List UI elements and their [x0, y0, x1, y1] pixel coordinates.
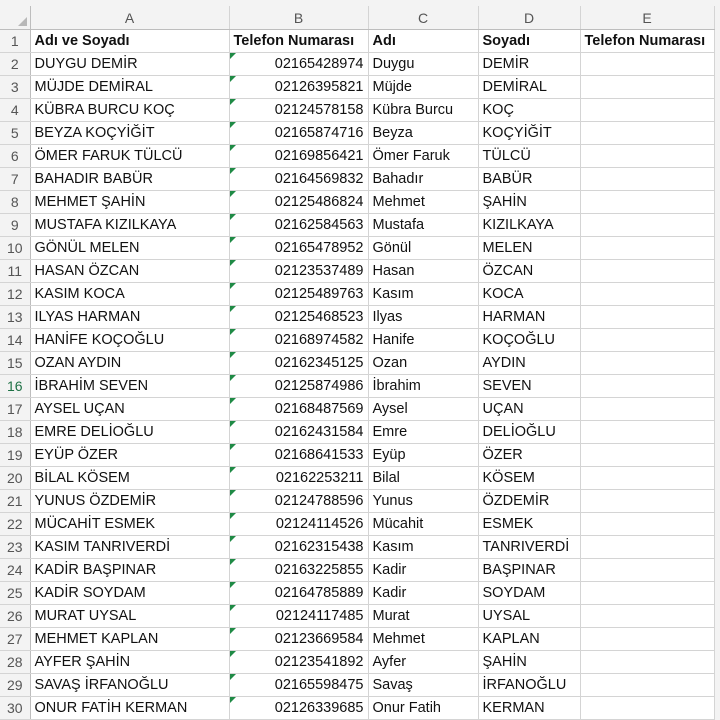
table-row: [0, 398, 714, 421]
cell-phone[interactable]: 02124788596: [229, 490, 368, 513]
row-header[interactable]: 9: [0, 214, 30, 237]
cell-phone[interactable]: 02168487569: [229, 398, 368, 421]
cell-phone-2[interactable]: [580, 352, 714, 375]
row-header[interactable]: 22: [0, 513, 30, 536]
cell-phone-2[interactable]: [580, 283, 714, 306]
cell-first-name[interactable]: Kasım: [368, 283, 478, 306]
cell-full-name[interactable]: MÜJDE DEMİRAL: [30, 76, 229, 99]
cell-last-name[interactable]: ÖZCAN: [478, 260, 580, 283]
cell-full-name[interactable]: HANİFE KOÇOĞLU: [30, 329, 229, 352]
table-row: [0, 582, 714, 605]
table-row: [0, 513, 714, 536]
table-row: [0, 237, 714, 260]
cell-full-name[interactable]: KADİR BAŞPINAR: [30, 559, 229, 582]
cell-full-name[interactable]: SAVAŞ İRFANOĞLU: [30, 674, 229, 697]
cell-full-name[interactable]: AYFER ŞAHİN: [30, 651, 229, 674]
cell-first-name[interactable]: Kadir: [368, 559, 478, 582]
cell-full-name[interactable]: MUSTAFA KIZILKAYA: [30, 214, 229, 237]
cell-last-name[interactable]: KERMAN: [478, 697, 580, 720]
cell-phone-2[interactable]: [580, 628, 714, 651]
cell-full-name[interactable]: KÜBRA BURCU KOÇ: [30, 99, 229, 122]
table-row: [0, 214, 714, 237]
cell-phone-2[interactable]: [580, 375, 714, 398]
cell-header-phone[interactable]: Telefon Numarası: [229, 30, 368, 53]
cell-full-name[interactable]: BİLAL KÖSEM: [30, 467, 229, 490]
row-header[interactable]: 7: [0, 168, 30, 191]
cell-full-name[interactable]: EMRE DELİOĞLU: [30, 421, 229, 444]
table-row: [0, 628, 714, 651]
row-header[interactable]: 14: [0, 329, 30, 352]
cell-phone[interactable]: 02123537489: [229, 260, 368, 283]
row-header[interactable]: 29: [0, 674, 30, 697]
cell-first-name[interactable]: Murat: [368, 605, 478, 628]
cell-first-name[interactable]: Aysel: [368, 398, 478, 421]
table-row: [0, 53, 714, 76]
cell-last-name[interactable]: DEMİR: [478, 53, 580, 76]
cell-last-name[interactable]: HARMAN: [478, 306, 580, 329]
cell-phone-2[interactable]: [580, 467, 714, 490]
row-header[interactable]: 6: [0, 145, 30, 168]
table-row: [0, 444, 714, 467]
cell-phone-2[interactable]: [580, 444, 714, 467]
cell-last-name[interactable]: UÇAN: [478, 398, 580, 421]
cell-phone-2[interactable]: [580, 559, 714, 582]
cell-last-name[interactable]: ESMEK: [478, 513, 580, 536]
cell-full-name[interactable]: MEHMET ŞAHİN: [30, 191, 229, 214]
table-row: [0, 467, 714, 490]
row-header[interactable]: 18: [0, 421, 30, 444]
cell-phone[interactable]: 02126339685: [229, 697, 368, 720]
cell-last-name[interactable]: ŞAHİN: [478, 651, 580, 674]
cell-first-name[interactable]: Mücahit: [368, 513, 478, 536]
cell-last-name[interactable]: SOYDAM: [478, 582, 580, 605]
cell-phone[interactable]: 02164569832: [229, 168, 368, 191]
cell-phone[interactable]: 02162315438: [229, 536, 368, 559]
cell-first-name[interactable]: Kübra Burcu: [368, 99, 478, 122]
cell-last-name[interactable]: KOÇ: [478, 99, 580, 122]
cell-full-name[interactable]: İBRAHİM SEVEN: [30, 375, 229, 398]
cell-last-name[interactable]: KIZILKAYA: [478, 214, 580, 237]
cell-last-name[interactable]: MELEN: [478, 237, 580, 260]
cell-phone[interactable]: 02125468523: [229, 306, 368, 329]
cell-full-name[interactable]: MEHMET KAPLAN: [30, 628, 229, 651]
cell-phone[interactable]: 02168974582: [229, 329, 368, 352]
table-row: [0, 559, 714, 582]
cell-last-name[interactable]: ÖZDEMİR: [478, 490, 580, 513]
cell-full-name[interactable]: EYÜP ÖZER: [30, 444, 229, 467]
cell-full-name[interactable]: ÖMER FARUK TÜLCÜ: [30, 145, 229, 168]
cell-phone[interactable]: 02124578158: [229, 99, 368, 122]
cell-first-name[interactable]: Emre: [368, 421, 478, 444]
row-header[interactable]: 28: [0, 651, 30, 674]
cell-header-first-name[interactable]: Adı: [368, 30, 478, 53]
cell-phone[interactable]: 02126395821: [229, 76, 368, 99]
cell-full-name[interactable]: OZAN AYDIN: [30, 352, 229, 375]
table-row: [0, 490, 714, 513]
table-row: [0, 352, 714, 375]
cell-last-name[interactable]: DELİOĞLU: [478, 421, 580, 444]
cell-phone-2[interactable]: [580, 168, 714, 191]
cell-first-name[interactable]: Ömer Faruk: [368, 145, 478, 168]
cell-phone-2[interactable]: [580, 214, 714, 237]
cell-first-name[interactable]: Eyüp: [368, 444, 478, 467]
cell-phone[interactable]: 02164785889: [229, 582, 368, 605]
select-all-button[interactable]: [0, 6, 30, 30]
cell-full-name[interactable]: AYSEL UÇAN: [30, 398, 229, 421]
column-header-c[interactable]: C: [368, 6, 478, 30]
cell-phone[interactable]: 02169856421: [229, 145, 368, 168]
cell-phone-2[interactable]: [580, 76, 714, 99]
row-header[interactable]: 10: [0, 237, 30, 260]
cell-first-name[interactable]: Mehmet: [368, 628, 478, 651]
cell-phone-2[interactable]: [580, 651, 714, 674]
cell-last-name[interactable]: KOCA: [478, 283, 580, 306]
row-header[interactable]: 8: [0, 191, 30, 214]
cell-phone-2[interactable]: [580, 421, 714, 444]
table-row: [0, 145, 714, 168]
cell-first-name[interactable]: Savaş: [368, 674, 478, 697]
cell-first-name[interactable]: Ilyas: [368, 306, 478, 329]
cell-phone[interactable]: 02123669584: [229, 628, 368, 651]
column-header-d[interactable]: D: [478, 6, 580, 30]
cell-first-name[interactable]: İbrahim: [368, 375, 478, 398]
cell-phone[interactable]: 02124114526: [229, 513, 368, 536]
column-header-b[interactable]: B: [229, 6, 368, 30]
cell-first-name[interactable]: Ozan: [368, 352, 478, 375]
table-row: [0, 536, 714, 559]
cell-phone[interactable]: 02165478952: [229, 237, 368, 260]
row-header[interactable]: 16: [0, 375, 30, 398]
cell-last-name[interactable]: TÜLCÜ: [478, 145, 580, 168]
cell-last-name[interactable]: KOÇOĞLU: [478, 329, 580, 352]
row-header[interactable]: 24: [0, 559, 30, 582]
cell-header-phone-2[interactable]: Telefon Numarası: [580, 30, 714, 53]
cell-full-name[interactable]: GÖNÜL MELEN: [30, 237, 229, 260]
cell-phone[interactable]: 02124117485: [229, 605, 368, 628]
cell-header-full-name[interactable]: Adı ve Soyadı: [30, 30, 229, 53]
cell-phone-2[interactable]: [580, 99, 714, 122]
cell-full-name[interactable]: MURAT UYSAL: [30, 605, 229, 628]
cell-first-name[interactable]: Gönül: [368, 237, 478, 260]
table-row: [0, 283, 714, 306]
row-header[interactable]: 25: [0, 582, 30, 605]
select-all-triangle-icon: [18, 17, 27, 26]
table-row: [0, 260, 714, 283]
cell-phone[interactable]: 02162431584: [229, 421, 368, 444]
row-header[interactable]: 19: [0, 444, 30, 467]
cell-header-last-name[interactable]: Soyadı: [478, 30, 580, 53]
cell-first-name[interactable]: Hanife: [368, 329, 478, 352]
column-header-a[interactable]: A: [30, 6, 229, 30]
cell-last-name[interactable]: BABÜR: [478, 168, 580, 191]
cell-phone-2[interactable]: [580, 53, 714, 76]
cell-full-name[interactable]: KASIM KOCA: [30, 283, 229, 306]
row-header[interactable]: 2: [0, 53, 30, 76]
cell-phone[interactable]: 02168641533: [229, 444, 368, 467]
cell-phone-2[interactable]: [580, 513, 714, 536]
cell-full-name[interactable]: ONUR FATİH KERMAN: [30, 697, 229, 720]
table-row: [0, 421, 714, 444]
cell-full-name[interactable]: YUNUS ÖZDEMİR: [30, 490, 229, 513]
cell-first-name[interactable]: Kasım: [368, 536, 478, 559]
cell-phone[interactable]: 02162345125: [229, 352, 368, 375]
row-header[interactable]: 11: [0, 260, 30, 283]
row-header[interactable]: 1: [0, 30, 30, 53]
cell-full-name[interactable]: MÜCAHİT ESMEK: [30, 513, 229, 536]
cell-phone-2[interactable]: [580, 398, 714, 421]
cell-last-name[interactable]: SEVEN: [478, 375, 580, 398]
cell-phone-2[interactable]: [580, 490, 714, 513]
table-row: [0, 122, 714, 145]
spreadsheet-table: [0, 6, 715, 720]
cell-full-name[interactable]: ILYAS HARMAN: [30, 306, 229, 329]
cell-last-name[interactable]: AYDIN: [478, 352, 580, 375]
cell-first-name[interactable]: Bahadır: [368, 168, 478, 191]
table-row: [0, 99, 714, 122]
cell-last-name[interactable]: KÖSEM: [478, 467, 580, 490]
cell-last-name[interactable]: ŞAHİN: [478, 191, 580, 214]
cell-first-name[interactable]: Onur Fatih: [368, 697, 478, 720]
cell-phone-2[interactable]: [580, 697, 714, 720]
row-header[interactable]: 27: [0, 628, 30, 651]
cell-last-name[interactable]: İRFANOĞLU: [478, 674, 580, 697]
cell-last-name[interactable]: TANRIVERDİ: [478, 536, 580, 559]
row-header[interactable]: 13: [0, 306, 30, 329]
row-header[interactable]: 17: [0, 398, 30, 421]
cell-last-name[interactable]: KAPLAN: [478, 628, 580, 651]
cell-first-name[interactable]: Beyza: [368, 122, 478, 145]
cell-first-name[interactable]: Bilal: [368, 467, 478, 490]
cell-first-name[interactable]: Mehmet: [368, 191, 478, 214]
cell-phone[interactable]: 02165428974: [229, 53, 368, 76]
row-header[interactable]: 5: [0, 122, 30, 145]
row-header[interactable]: 30: [0, 697, 30, 720]
cell-first-name[interactable]: Kadir: [368, 582, 478, 605]
cell-phone-2[interactable]: [580, 191, 714, 214]
cell-full-name[interactable]: KADİR SOYDAM: [30, 582, 229, 605]
cell-last-name[interactable]: KOÇYİĞİT: [478, 122, 580, 145]
cell-last-name[interactable]: ÖZER: [478, 444, 580, 467]
cell-full-name[interactable]: HASAN ÖZCAN: [30, 260, 229, 283]
cell-full-name[interactable]: BEYZA KOÇYİĞİT: [30, 122, 229, 145]
cell-first-name[interactable]: Müjde: [368, 76, 478, 99]
cell-phone[interactable]: 02162584563: [229, 214, 368, 237]
cell-phone[interactable]: 02163225855: [229, 559, 368, 582]
cell-phone[interactable]: 02125489763: [229, 283, 368, 306]
cell-phone[interactable]: 02165874716: [229, 122, 368, 145]
cell-phone-2[interactable]: [580, 306, 714, 329]
cell-phone-2[interactable]: [580, 122, 714, 145]
cell-phone-2[interactable]: [580, 605, 714, 628]
cell-phone-2[interactable]: [580, 536, 714, 559]
column-header-e[interactable]: E: [580, 6, 714, 30]
table-row: [0, 168, 714, 191]
cell-phone[interactable]: 02165598475: [229, 674, 368, 697]
cell-first-name[interactable]: Duygu: [368, 53, 478, 76]
cell-phone-2[interactable]: [580, 329, 714, 352]
cell-phone-2[interactable]: [580, 260, 714, 283]
cell-phone-2[interactable]: [580, 582, 714, 605]
cell-phone[interactable]: 02123541892: [229, 651, 368, 674]
cell-last-name[interactable]: BAŞPINAR: [478, 559, 580, 582]
cell-first-name[interactable]: Ayfer: [368, 651, 478, 674]
row-header[interactable]: 23: [0, 536, 30, 559]
cell-full-name[interactable]: DUYGU DEMİR: [30, 53, 229, 76]
row-header[interactable]: 21: [0, 490, 30, 513]
table-row: [0, 191, 714, 214]
cell-first-name[interactable]: Mustafa: [368, 214, 478, 237]
row-header[interactable]: 12: [0, 283, 30, 306]
row-header[interactable]: 26: [0, 605, 30, 628]
cell-last-name[interactable]: UYSAL: [478, 605, 580, 628]
row-header[interactable]: 4: [0, 99, 30, 122]
table-row: [0, 697, 714, 720]
table-row: [0, 651, 714, 674]
cell-phone[interactable]: 02162253211: [229, 467, 368, 490]
cell-phone[interactable]: 02125486824: [229, 191, 368, 214]
cell-phone-2[interactable]: [580, 674, 714, 697]
cell-phone-2[interactable]: [580, 237, 714, 260]
cell-full-name[interactable]: BAHADIR BABÜR: [30, 168, 229, 191]
table-row: [0, 605, 714, 628]
cell-last-name[interactable]: DEMİRAL: [478, 76, 580, 99]
cell-first-name[interactable]: Yunus: [368, 490, 478, 513]
table-row: [0, 674, 714, 697]
cell-full-name[interactable]: KASIM TANRIVERDİ: [30, 536, 229, 559]
table-row: [0, 329, 714, 352]
table-row: [0, 306, 714, 329]
table-row: [0, 375, 714, 398]
column-header-row: [0, 6, 714, 30]
table-row: [0, 76, 714, 99]
cell-first-name[interactable]: Hasan: [368, 260, 478, 283]
cell-phone-2[interactable]: [580, 145, 714, 168]
row-header[interactable]: 3: [0, 76, 30, 99]
row-header[interactable]: 20: [0, 467, 30, 490]
cell-phone[interactable]: 02125874986: [229, 375, 368, 398]
sheet-header-row: [0, 30, 714, 53]
row-header[interactable]: 15: [0, 352, 30, 375]
